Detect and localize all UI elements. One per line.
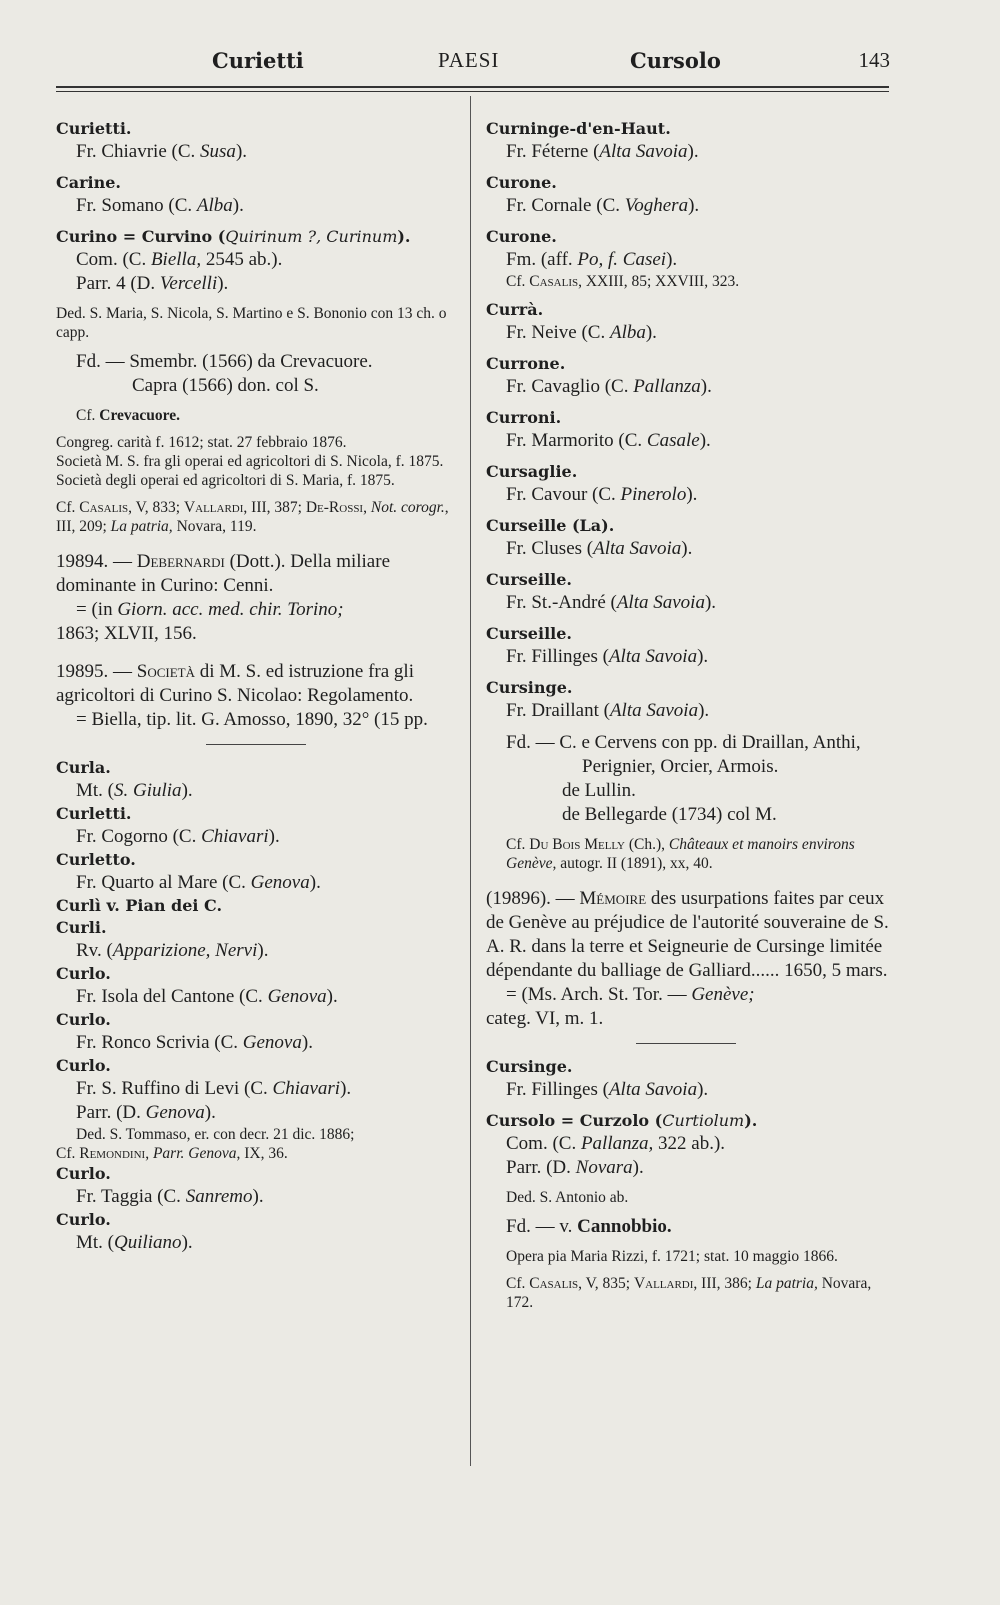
bibliography-entry: 19895. — Società di M. S. ed istruzione fra gli agricoltori di Curino S. Nicolao: Regolamento. (56, 661, 414, 706)
header-rule-thick (56, 86, 889, 88)
entry-line: Fr. Cavour (C. Pinerolo). (506, 484, 698, 505)
bibliography-line: = Biella, tip. lit. G. Amosso, 1890, 32° (15 pp. (76, 709, 428, 730)
entry-note: Cf. Casalis, V, 835; Vallardi, III, 386; La patria, Novara, 172. (506, 1275, 872, 1311)
entry-line: Fr. Taggia (C. Sanremo). (76, 1186, 264, 1207)
entry-cursinge (486, 677, 890, 1031)
entry-curone (486, 226, 890, 291)
entry-heading: Curlo. (56, 964, 111, 983)
entry-note: Ded. S. Maria, S. Nicola, S. Martino e S. Bononio con 13 ch. o capp. (56, 305, 447, 341)
entry-cursinge (486, 1056, 890, 1102)
section-rule (636, 1043, 736, 1044)
entry-note: Società degli operai ed agricoltori di S. Maria, f. 1875. (56, 472, 395, 489)
section-rule (206, 744, 306, 745)
header-left-keyword: Curietti (212, 48, 304, 73)
entry-heading: Curla. (56, 758, 111, 777)
entry-heading: Curone. (486, 227, 557, 246)
entry-heading: Curone. (486, 173, 557, 192)
entry-heading: Curseille (La). (486, 516, 615, 535)
entry-line: Fr. Quarto al Mare (C. Genova). (76, 872, 321, 893)
entry-curino (56, 226, 458, 732)
entry-line: Com. (C. Pallanza, 322 ab.). (506, 1133, 726, 1154)
entry-line: Fd. — Smembr. (1566) da Crevacuore. (76, 351, 373, 372)
bibliography-line: = (Ms. Arch. St. Tor. — Genève; (506, 984, 755, 1005)
entry-heading: Curseille. (486, 624, 572, 643)
bibliography-line: categ. VI, m. 1. (486, 1008, 604, 1029)
entry-heading: Curroni. (486, 408, 562, 427)
entry-line: Fr. St.-André (Alta Savoia). (506, 592, 717, 613)
entry-curra (486, 299, 890, 345)
entry-curlo (56, 1009, 458, 1055)
entry-note: Cf. Remondini, Parr. Genova, IX, 36. (56, 1145, 288, 1162)
entry-note: Società M. S. fra gli operai ed agricoltori di S. Nicola, f. 1875. (56, 453, 444, 470)
entry-curone (486, 172, 890, 218)
bibliography-line: 1863; XLVII, 156. (56, 623, 197, 644)
entry-line: Fd. — C. e Cervens con pp. di Draillan, Anthi, Perignier, Orcier, Armois. (506, 732, 861, 777)
left-column (56, 118, 458, 1255)
entry-heading: Cursinge. (486, 678, 573, 697)
entry-heading: Curlì v. Pian dei C. (56, 896, 223, 915)
entry-curletto (56, 849, 458, 895)
entry-curlo (56, 963, 458, 1009)
entry-line: Parr. 4 (D. Vercelli). (76, 273, 229, 294)
entry-heading: Cursolo = Curzolo (Curtiolum). (486, 1111, 758, 1130)
entry-note: Cf. Casalis, V, 833; Vallardi, III, 387; De-Rossi, Not. corogr., III, 209; La patria, Novara, 119. (56, 499, 449, 535)
entry-heading: Curletto. (56, 850, 136, 869)
entry-curlo (56, 1163, 458, 1209)
entry-currone (486, 353, 890, 399)
right-column (486, 118, 890, 1312)
entry-heading: Currone. (486, 354, 566, 373)
bibliography-entry: (19896). — Mémoire des usurpations faites par ceux de Genève au préjudice de l'autorité souveraine de S. A. R. dans la terre et Seigneurie de Cursinge limitée dépendante du balliage de Galliard...... 1650, 5 mars. (486, 888, 889, 981)
entry-curla (56, 757, 458, 803)
entry-line: Fr. Neive (C. Alba). (506, 322, 657, 343)
entry-line: de Lullin. (562, 780, 636, 801)
running-header (60, 48, 890, 84)
entry-curseille (486, 515, 890, 561)
entry-heading: Currà. (486, 300, 544, 319)
entry-note: Ded. S. Antonio ab. (506, 1189, 629, 1206)
entry-carine (56, 172, 458, 218)
entry-line: Rv. (Apparizione, Nervi). (76, 940, 269, 961)
entry-curietti (56, 118, 458, 164)
entry-curli (56, 917, 458, 963)
entry-heading: Curlo. (56, 1010, 111, 1029)
entry-note: Congreg. carità f. 1612; stat. 27 febbraio 1876. (56, 434, 347, 451)
column-divider (470, 96, 471, 1466)
entry-line: Fr. Somano (C. Alba). (76, 195, 244, 216)
entry-line: Fr. Fillinges (Alta Savoia). (506, 646, 709, 667)
entry-heading: Curninge-d'en-Haut. (486, 119, 671, 138)
entry-heading: Curseille. (486, 570, 572, 589)
entry-line: Fr. Féterne (Alta Savoia). (506, 141, 699, 162)
entry-curninge (486, 118, 890, 164)
bibliography-entry: 19894. — Debernardi (Dott.). Della miliare dominante in Curino: Cenni. (56, 551, 390, 596)
entry-line: Parr. (D. Novara). (506, 1157, 644, 1178)
header-right-keyword: Cursolo (630, 48, 721, 73)
entry-note: Opera pia Maria Rizzi, f. 1721; stat. 10 maggio 1866. (506, 1248, 838, 1265)
entry-line: Mt. (Quiliano). (76, 1232, 193, 1253)
entry-line: Fr. Chiavrie (C. Susa). (76, 141, 248, 162)
entry-line: Fr. Fillinges (Alta Savoia). (506, 1079, 709, 1100)
entry-curroni (486, 407, 890, 453)
entry-line: Fr. Cogorno (C. Chiavari). (76, 826, 280, 847)
entry-note: Cf. Crevacuore. (76, 407, 181, 424)
entry-heading: Curlo. (56, 1164, 111, 1183)
entry-line: Fr. Cluses (Alta Savoia). (506, 538, 693, 559)
entry-heading: Curlo. (56, 1210, 111, 1229)
header-section-title: PAESI (438, 48, 500, 72)
entry-note: Cf. Du Bois Melly (Ch.), Châteaux et manoirs environs Genève, autogr. II (1891), xx, 40. (506, 836, 855, 872)
entry-cursaglie (486, 461, 890, 507)
header-rule-thin (56, 91, 889, 92)
entry-line: Fd. — v. Cannobbio. (506, 1216, 672, 1237)
entry-cursolo (486, 1110, 890, 1312)
entry-heading: Curino = Curvino (Quirinum ?, Curinum). (56, 227, 411, 246)
entry-line: Fr. Draillant (Alta Savoia). (506, 700, 710, 721)
entry-line: Fr. Isola del Cantone (C. Genova). (76, 986, 338, 1007)
entry-line: Fr. Ronco Scrivia (C. Genova). (76, 1032, 313, 1053)
entry-line: Parr. (D. Genova). (76, 1102, 216, 1123)
entry-note: Ded. S. Tommaso, er. con decr. 21 dic. 1886; (76, 1126, 355, 1143)
entry-line: Fr. S. Ruffino di Levi (C. Chiavari). (76, 1078, 352, 1099)
entry-heading: Carine. (56, 173, 121, 192)
entry-line: Fr. Cavaglio (C. Pallanza). (506, 376, 712, 397)
entry-line: Fr. Marmorito (C. Casale). (506, 430, 711, 451)
entry-curseille (486, 569, 890, 615)
entry-heading: Curietti. (56, 119, 132, 138)
entry-heading: Cursinge. (486, 1057, 573, 1076)
entry-curseille (486, 623, 890, 669)
entry-curlo (56, 1055, 458, 1163)
entry-line: de Bellegarde (1734) col M. (562, 804, 777, 825)
entry-line: Mt. (S. Giulia). (76, 780, 193, 801)
entry-line: Fm. (aff. Po, f. Casei). (506, 249, 678, 270)
entry-note: Cf. Casalis, XXIII, 85; XXVIII, 323. (506, 273, 740, 290)
entry-line: Fr. Cornale (C. Voghera). (506, 195, 700, 216)
bibliography-line: = (in Giorn. acc. med. chir. Torino; (76, 599, 344, 620)
entry-line: Capra (1566) don. col S. (132, 375, 319, 396)
entry-heading: Curli. (56, 918, 107, 937)
entry-heading: Cursaglie. (486, 462, 578, 481)
page-number: 143 (858, 48, 890, 72)
entry-curletti (56, 803, 458, 849)
entry-curlo (56, 1209, 458, 1255)
entry-heading: Curlo. (56, 1056, 111, 1075)
entry-line: Com. (C. Biella, 2545 ab.). (76, 249, 283, 270)
entry-heading: Curletti. (56, 804, 132, 823)
